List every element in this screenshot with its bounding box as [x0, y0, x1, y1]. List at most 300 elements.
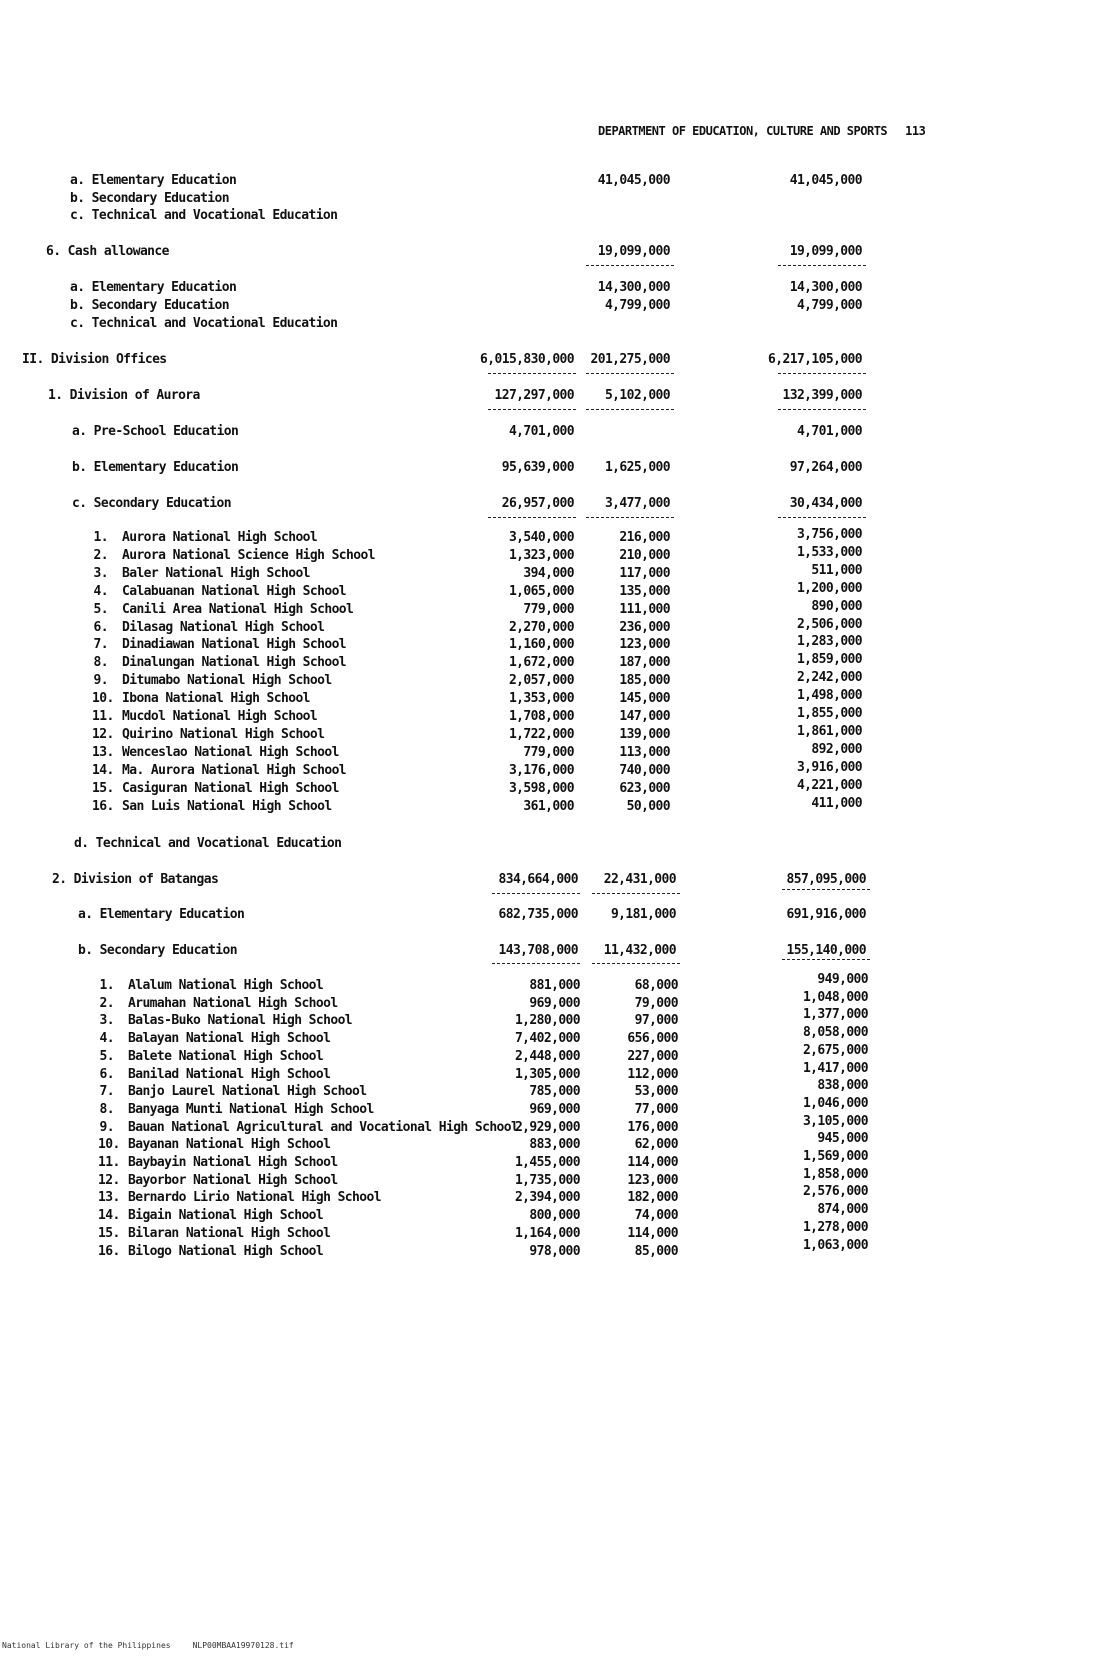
cell-col3: 1,859,000 — [796, 652, 862, 668]
divider — [492, 963, 580, 964]
cell-col3: 2,675,000 — [802, 1042, 868, 1058]
school-name: Bauan National Agricultural and Vocational High School — [128, 1119, 519, 1135]
row-number: 6. — [99, 1066, 114, 1082]
row-number: 13. — [92, 744, 114, 760]
cell-col1: 1,065,000 — [508, 583, 574, 599]
cell-col3: 1,048,000 — [802, 989, 868, 1005]
school-name: Casiguran National High School — [122, 780, 339, 796]
row-number: 8. — [99, 1101, 114, 1117]
row-label: d. Technical and Vocational Education — [74, 836, 342, 851]
table-row — [0, 1149, 1102, 1173]
school-name: Calabuanan National High School — [122, 583, 347, 599]
cell-col3: 30,434,000 — [789, 496, 862, 511]
cell-col2: 77,000 — [634, 1101, 678, 1117]
cell-col2: 3,477,000 — [604, 496, 670, 511]
cell-col2: 62,000 — [634, 1137, 678, 1153]
cell-col2: 111,000 — [619, 601, 670, 617]
cell-col2: 41,045,000 — [597, 173, 670, 188]
school-label — [92, 727, 324, 742]
table-row — [0, 706, 1102, 727]
school-label — [98, 1173, 338, 1188]
cell-col1: 2,270,000 — [508, 619, 574, 635]
table-row — [0, 652, 1102, 673]
cell-col3: 4,799,000 — [796, 298, 862, 313]
cell-col2: 182,000 — [627, 1190, 678, 1206]
table-row — [0, 388, 1102, 406]
cell-col1: 143,708,000 — [498, 943, 578, 958]
cell-col3: 1,377,000 — [802, 1007, 868, 1023]
table-row — [0, 544, 1102, 566]
table-row — [0, 688, 1102, 709]
school-label — [98, 1208, 323, 1223]
table-row — [0, 634, 1102, 655]
cell-col1: 779,000 — [523, 601, 574, 617]
row-number: 4. — [99, 1031, 114, 1047]
divider — [488, 517, 576, 518]
cell-col1: 1,708,000 — [508, 709, 574, 724]
table-row — [0, 1131, 1102, 1155]
school-label — [98, 996, 338, 1011]
school-label — [92, 709, 317, 724]
school-name: Canili Area National High School — [122, 601, 354, 617]
cell-col3: 857,095,000 — [786, 872, 866, 887]
school-label — [92, 637, 346, 652]
cell-col2: 50,000 — [626, 798, 670, 814]
school-name: Alalum National High School — [128, 978, 324, 993]
cell-col3: 1,063,000 — [802, 1237, 868, 1253]
school-name: Ibona National High School — [122, 691, 310, 707]
cell-col3: 132,399,000 — [782, 388, 862, 403]
table-row — [0, 424, 1102, 442]
cell-col3: 2,576,000 — [802, 1184, 868, 1200]
table-row — [0, 352, 1102, 370]
row-number: 10. — [98, 1137, 120, 1153]
cell-col1: 1,323,000 — [508, 547, 574, 563]
row-number: 3. — [93, 565, 108, 581]
school-label — [98, 1102, 374, 1117]
cell-col2: 9,181,000 — [610, 907, 676, 922]
table-row — [0, 1184, 1102, 1208]
cell-col2: 210,000 — [619, 547, 670, 563]
cell-col1: 1,735,000 — [514, 1172, 580, 1188]
row-label: b. Secondary Education — [70, 298, 229, 313]
cell-col3: 511,000 — [811, 562, 862, 578]
row-number: 3. — [99, 1013, 114, 1029]
table-row — [0, 496, 1102, 514]
cell-col1: 785,000 — [529, 1084, 580, 1100]
cell-col2: 176,000 — [627, 1119, 678, 1135]
table-row — [0, 208, 1102, 226]
divider — [492, 893, 580, 894]
cell-col1: 4,701,000 — [508, 424, 574, 439]
table-row — [0, 598, 1102, 620]
cell-col3: 1,283,000 — [796, 634, 862, 650]
cell-col1: 1,305,000 — [514, 1066, 580, 1082]
cell-col2: 114,000 — [627, 1155, 678, 1170]
row-number: 5. — [99, 1048, 114, 1064]
cell-col2: 185,000 — [619, 673, 670, 689]
row-number: 1. — [93, 530, 108, 545]
cell-col3: 1,278,000 — [802, 1219, 868, 1235]
school-name: Dinalungan National High School — [122, 655, 347, 671]
row-number: 15. — [98, 1225, 120, 1241]
cell-col2: 11,432,000 — [603, 943, 676, 958]
cell-col3: 1,046,000 — [802, 1095, 868, 1111]
cell-col2: 4,799,000 — [604, 298, 670, 313]
divider — [586, 409, 674, 410]
cell-col2: 22,431,000 — [603, 872, 676, 887]
divider — [778, 409, 866, 410]
row-number: 14. — [92, 762, 114, 778]
school-name: Quirino National High School — [122, 726, 325, 742]
table-row — [0, 616, 1102, 638]
cell-col3: 691,916,000 — [786, 907, 866, 922]
table-row — [0, 191, 1102, 209]
cell-col1: 1,672,000 — [508, 655, 574, 671]
cell-col1: 682,735,000 — [498, 907, 578, 922]
page-footer — [2, 1641, 316, 1650]
row-number: 5. — [93, 601, 108, 617]
divider — [778, 373, 866, 374]
cell-col3: 949,000 — [817, 972, 868, 987]
table-row — [0, 1166, 1102, 1191]
cell-col3: 892,000 — [811, 741, 862, 757]
divider — [592, 963, 680, 964]
cell-col1: 1,353,000 — [508, 691, 574, 707]
divider — [592, 893, 680, 894]
row-number: 2. — [99, 995, 114, 1011]
divider — [586, 517, 674, 518]
row-label: II. Division Offices — [22, 352, 167, 367]
cell-col1: 361,000 — [523, 798, 574, 814]
divider — [488, 373, 576, 374]
school-name: Ditumabo National High School — [122, 673, 332, 689]
cell-col2: 112,000 — [627, 1066, 678, 1082]
row-label: 2. Division of Batangas — [52, 872, 219, 887]
row-label: 6. Cash allowance — [46, 244, 169, 259]
row-number: 16. — [92, 798, 114, 814]
school-label — [92, 763, 346, 778]
table-row — [0, 907, 1102, 925]
school-label — [98, 1013, 352, 1028]
cell-col1: 127,297,000 — [494, 388, 574, 403]
school-label — [92, 620, 324, 635]
school-name: Ma. Aurora National High School — [122, 762, 347, 778]
school-name: Balayan National High School — [128, 1031, 331, 1047]
cell-col3: 1,858,000 — [802, 1166, 868, 1182]
cell-col2: 147,000 — [619, 709, 670, 724]
cell-col2: 656,000 — [627, 1031, 678, 1047]
school-label — [92, 548, 375, 563]
cell-col1: 1,164,000 — [514, 1225, 580, 1241]
row-number: 13. — [98, 1190, 120, 1206]
school-label — [92, 673, 332, 688]
row-label: 1. Division of Aurora — [48, 388, 200, 403]
cell-col2: 236,000 — [619, 619, 670, 635]
school-label — [98, 1031, 330, 1046]
cell-col1: 3,598,000 — [508, 780, 574, 796]
cell-col2: 5,102,000 — [604, 388, 670, 403]
cell-col3: 1,861,000 — [796, 723, 862, 739]
cell-col2: 14,300,000 — [597, 280, 670, 295]
school-name: Baler National High School — [122, 565, 310, 581]
cell-col2: 19,099,000 — [597, 244, 670, 259]
row-label: b. Elementary Education — [72, 460, 239, 475]
school-label — [98, 1190, 381, 1205]
cell-col1: 1,280,000 — [514, 1013, 580, 1029]
row-number: 12. — [98, 1172, 120, 1188]
cell-col3: 155,140,000 — [786, 943, 866, 958]
cell-col1: 1,455,000 — [514, 1155, 580, 1170]
divider — [488, 409, 576, 410]
cell-col3: 2,506,000 — [796, 616, 862, 632]
school-label — [92, 799, 332, 814]
cell-col3: 4,221,000 — [796, 777, 862, 793]
table-row — [0, 173, 1102, 191]
cell-col1: 1,160,000 — [508, 637, 574, 653]
cell-col2: 227,000 — [627, 1048, 678, 1064]
school-name: Balas-Buko National High School — [128, 1013, 353, 1029]
school-label — [92, 602, 353, 617]
cell-col1: 800,000 — [529, 1208, 580, 1224]
cell-col2: 740,000 — [619, 762, 670, 778]
table-row — [0, 836, 1102, 854]
school-name: Aurora National High School — [122, 530, 318, 545]
cell-col1: 3,540,000 — [508, 530, 574, 545]
cell-col2: 74,000 — [634, 1208, 678, 1224]
row-number: 10. — [92, 691, 114, 707]
school-label — [92, 745, 339, 760]
school-name: Bayorbor National High School — [128, 1172, 338, 1188]
row-label: c. Technical and Vocational Education — [70, 316, 338, 331]
footer-file: NLP00MBAA19970128.tif — [192, 1641, 294, 1650]
school-label — [98, 1084, 366, 1099]
cell-col1: 969,000 — [529, 1101, 580, 1117]
table-row — [0, 562, 1102, 584]
school-name: Dinadiawan National High School — [122, 637, 347, 653]
school-label — [98, 1244, 323, 1259]
cell-col3: 1,200,000 — [796, 580, 862, 596]
cell-col3: 97,264,000 — [789, 460, 862, 475]
school-label — [98, 1226, 330, 1241]
row-label: a. Elementary Education — [78, 907, 245, 922]
cell-col2: 623,000 — [619, 780, 670, 796]
table-row — [0, 1042, 1102, 1067]
cell-col3: 890,000 — [811, 598, 862, 614]
school-name: Banilad National High School — [128, 1066, 331, 1082]
table-row — [0, 759, 1102, 781]
cell-col3: 41,045,000 — [789, 173, 862, 188]
cell-col3: 874,000 — [817, 1202, 868, 1218]
divider — [586, 373, 674, 374]
cell-col2: 53,000 — [634, 1084, 678, 1100]
page-header — [598, 124, 925, 138]
cell-col1: 7,402,000 — [514, 1031, 580, 1047]
school-label — [92, 781, 339, 796]
table-row — [0, 316, 1102, 334]
table-row — [0, 943, 1102, 961]
cell-col2: 85,000 — [634, 1243, 678, 1259]
cell-col1: 1,722,000 — [508, 726, 574, 742]
cell-col3: 3,105,000 — [802, 1113, 868, 1129]
row-number: 6. — [93, 619, 108, 635]
row-label: a. Pre-School Education — [72, 424, 239, 439]
cell-col2: 139,000 — [619, 726, 670, 742]
divider — [782, 889, 870, 890]
table-row — [0, 1060, 1102, 1085]
school-name: Bernardo Lirio National High School — [128, 1190, 381, 1206]
school-name: Bigain National High School — [128, 1208, 324, 1224]
school-label — [98, 1049, 323, 1064]
header-title: DEPARTMENT OF EDUCATION, CULTURE AND SPORTS — [598, 124, 888, 138]
table-row — [0, 872, 1102, 890]
cell-col2: 135,000 — [619, 583, 670, 599]
cell-col2: 187,000 — [619, 655, 670, 671]
cell-col1: 881,000 — [529, 978, 580, 993]
cell-col1: 6,015,830,000 — [480, 352, 574, 367]
table-row — [0, 1025, 1102, 1049]
cell-col1: 834,664,000 — [498, 872, 578, 887]
school-label — [92, 584, 346, 599]
row-number: 11. — [98, 1155, 120, 1170]
school-label — [92, 566, 310, 581]
table-row — [0, 723, 1102, 745]
table-row — [0, 670, 1102, 691]
school-name: Bayanan National High School — [128, 1137, 331, 1153]
cell-col2: 145,000 — [619, 691, 670, 707]
school-name: Wenceslao National High School — [122, 744, 339, 760]
cell-col1: 95,639,000 — [501, 460, 574, 475]
cell-col3: 1,569,000 — [802, 1149, 868, 1164]
divider — [778, 517, 866, 518]
table-row — [0, 1078, 1102, 1102]
cell-col2: 113,000 — [619, 744, 670, 760]
cell-col1: 2,057,000 — [508, 673, 574, 689]
school-name: Aurora National Science High School — [122, 547, 375, 563]
page-number: 113 — [905, 124, 926, 138]
school-label — [98, 1067, 330, 1082]
cell-col2: 117,000 — [619, 565, 670, 581]
row-number: 16. — [98, 1243, 120, 1259]
school-label — [98, 1120, 518, 1135]
table-row — [0, 244, 1102, 262]
cell-col3: 1,417,000 — [802, 1060, 868, 1076]
cell-col1: 394,000 — [523, 565, 574, 581]
divider — [778, 265, 866, 266]
table-row — [0, 580, 1102, 602]
table-row — [0, 1237, 1102, 1262]
table-row — [0, 527, 1102, 548]
cell-col1: 2,929,000 — [514, 1119, 580, 1135]
cell-col2: 123,000 — [627, 1172, 678, 1188]
table-row — [0, 1007, 1102, 1031]
table-row — [0, 1219, 1102, 1244]
table-row — [0, 1113, 1102, 1138]
row-label: a. Elementary Education — [70, 280, 237, 295]
table-row — [0, 298, 1102, 316]
table-row — [0, 795, 1102, 817]
school-name: San Luis National High School — [122, 798, 332, 814]
cell-col3: 19,099,000 — [789, 244, 862, 259]
table-row — [0, 460, 1102, 478]
cell-col1: 779,000 — [523, 744, 574, 760]
school-name: Baybayin National High School — [128, 1155, 338, 1170]
table-row — [0, 989, 1102, 1014]
school-name: Banyaga Munti National High School — [128, 1101, 374, 1117]
cell-col1: 2,394,000 — [514, 1190, 580, 1206]
row-label: c. Technical and Vocational Education — [70, 208, 338, 223]
table-row — [0, 1202, 1102, 1226]
cell-col3: 3,756,000 — [796, 527, 862, 542]
cell-col2: 1,625,000 — [604, 460, 670, 475]
school-name: Mucdol National High School — [122, 709, 318, 724]
school-name: Arumahan National High School — [128, 995, 338, 1011]
cell-col1: 969,000 — [529, 995, 580, 1011]
cell-col3: 4,701,000 — [796, 424, 862, 439]
cell-col2: 79,000 — [634, 995, 678, 1011]
cell-col3: 1,533,000 — [796, 544, 862, 560]
row-number: 9. — [93, 673, 108, 689]
row-number: 8. — [93, 655, 108, 671]
row-number: 1. — [99, 978, 114, 993]
row-label: a. Elementary Education — [70, 173, 237, 188]
cell-col3: 838,000 — [817, 1078, 868, 1094]
cell-col2: 114,000 — [627, 1225, 678, 1241]
school-name: Dilasag National High School — [122, 619, 325, 635]
school-label — [92, 530, 317, 545]
cell-col1: 978,000 — [529, 1243, 580, 1259]
table-row — [0, 972, 1102, 996]
cell-col3: 411,000 — [811, 795, 862, 811]
row-number: 7. — [99, 1084, 114, 1100]
cell-col3: 1,498,000 — [796, 688, 862, 704]
cell-col2: 201,275,000 — [590, 352, 670, 367]
school-name: Balete National High School — [128, 1048, 324, 1064]
cell-col3: 8,058,000 — [802, 1025, 868, 1041]
row-number: 9. — [99, 1119, 114, 1135]
row-number: 14. — [98, 1208, 120, 1224]
row-number: 2. — [93, 547, 108, 563]
row-number: 7. — [93, 637, 108, 653]
school-name: Bilaran National High School — [128, 1225, 331, 1241]
school-label — [92, 655, 346, 670]
cell-col1: 3,176,000 — [508, 762, 574, 778]
table-row — [0, 741, 1102, 763]
table-row — [0, 1095, 1102, 1120]
cell-col3: 3,916,000 — [796, 759, 862, 775]
cell-col3: 1,855,000 — [796, 706, 862, 721]
divider — [586, 265, 674, 266]
row-number: 11. — [92, 709, 114, 724]
row-label: b. Secondary Education — [70, 191, 229, 206]
row-number: 4. — [93, 583, 108, 599]
cell-col2: 216,000 — [619, 530, 670, 545]
cell-col3: 14,300,000 — [789, 280, 862, 295]
school-name: Banjo Laurel National High School — [128, 1084, 367, 1100]
school-label — [98, 1137, 330, 1152]
cell-col3: 2,242,000 — [796, 670, 862, 686]
table-row — [0, 777, 1102, 799]
row-label: c. Secondary Education — [72, 496, 231, 511]
school-label — [98, 1155, 338, 1170]
cell-col1: 26,957,000 — [501, 496, 574, 511]
row-number: 12. — [92, 726, 114, 742]
cell-col3: 6,217,105,000 — [768, 352, 862, 367]
cell-col2: 97,000 — [634, 1013, 678, 1029]
footer-library: National Library of the Philippines — [2, 1641, 171, 1650]
row-number: 15. — [92, 780, 114, 796]
cell-col1: 883,000 — [529, 1137, 580, 1153]
